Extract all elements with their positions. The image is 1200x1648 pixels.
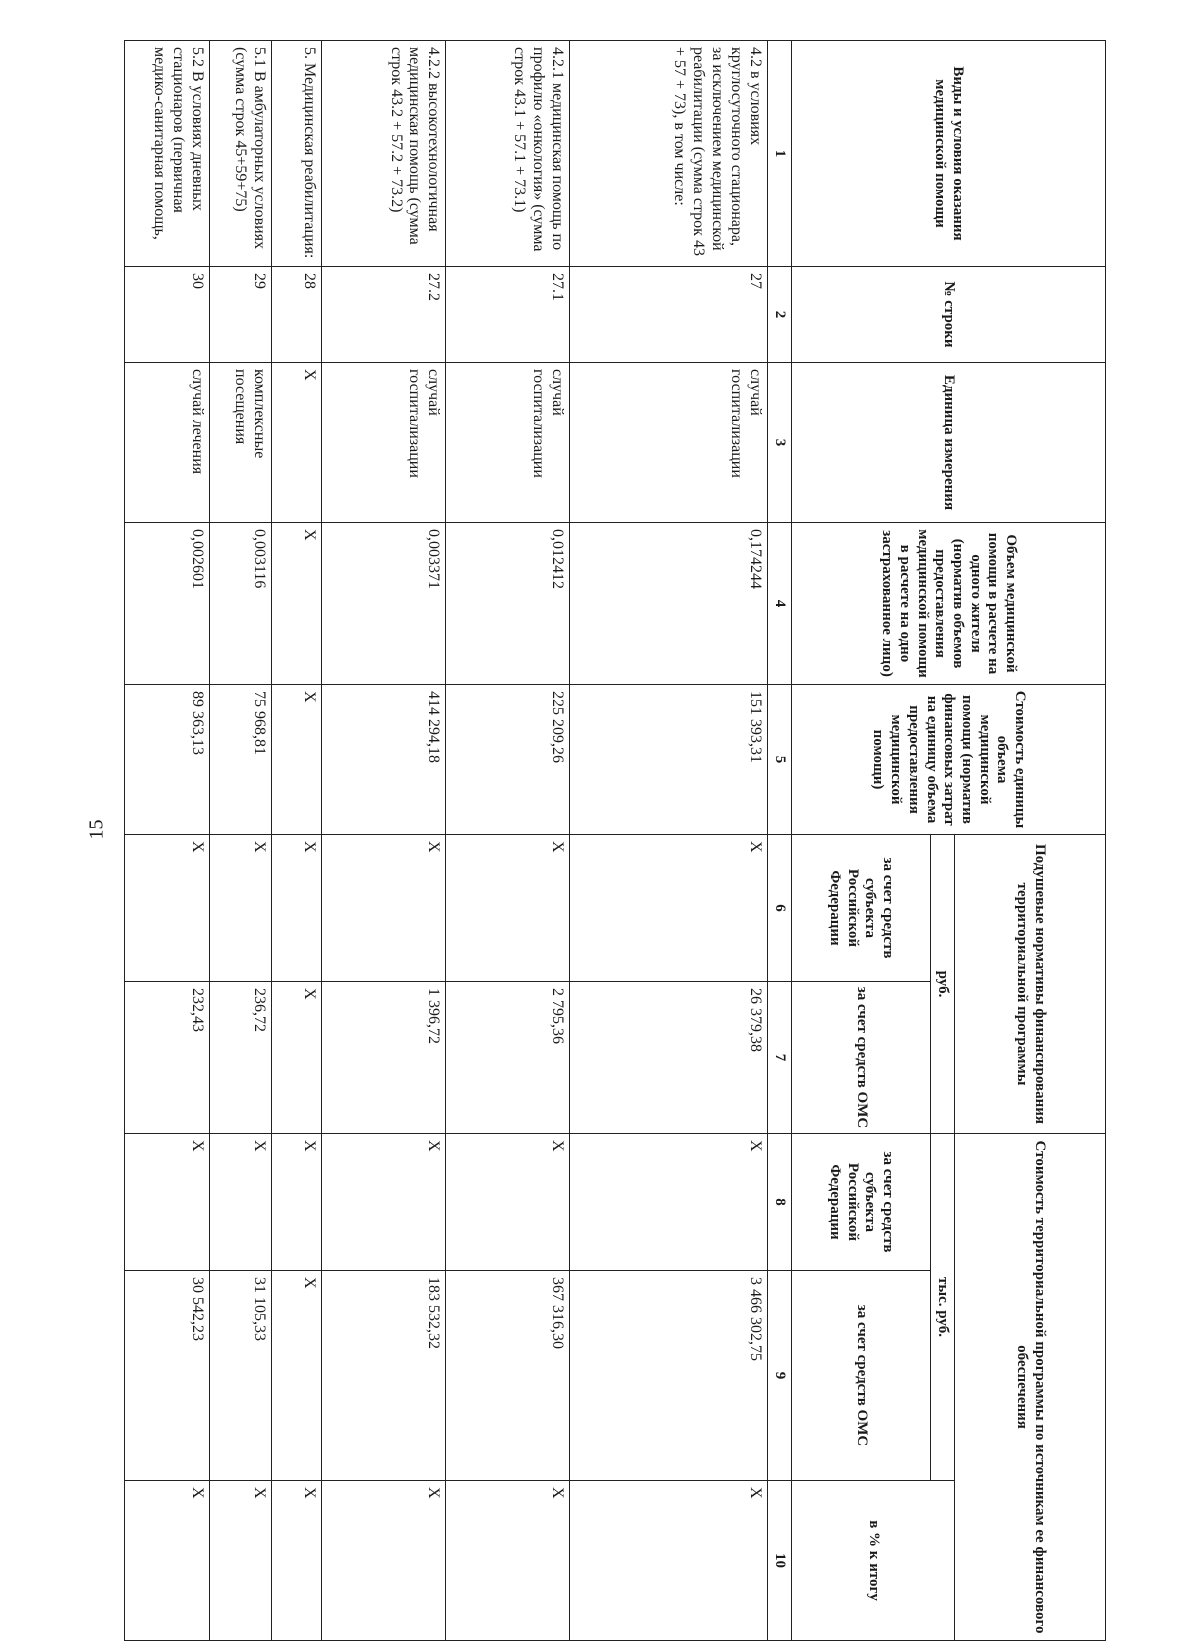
row-kind: 5.2 В условиях дневных стационаров (первичная медико-санитарная помощь, — [125, 41, 210, 267]
column-number: 10 — [767, 1481, 791, 1641]
row-number: 27 — [570, 267, 767, 363]
row-per-capita-subject: X — [209, 835, 271, 982]
row-per-capita-oms: 2 795,36 — [446, 982, 570, 1134]
page-number: 15 — [85, 819, 108, 840]
row-kind: 5.1 В амбулаторных условиях (сумма строк 45+59+75) — [209, 41, 271, 267]
row-unit-cost: 89 363,13 — [125, 685, 210, 835]
row-per-capita-subject: X — [272, 835, 322, 982]
row-per-capita-oms: 26 379,38 — [570, 982, 767, 1134]
table-row — [209, 41, 271, 1641]
row-kind: 5. Медицинская реабилитация: — [272, 41, 322, 267]
row-unit-cost: 75 968,81 — [209, 685, 271, 835]
row-cost-subject: X — [446, 1134, 570, 1271]
column-number: 5 — [767, 685, 791, 835]
row-cost-subject: X — [125, 1134, 210, 1271]
row-volume: 0,003116 — [209, 523, 271, 685]
header-percent-total: в % к итогу — [791, 1481, 954, 1641]
row-unit-cost: 151 393,31 — [570, 685, 767, 835]
row-cost-subject: X — [570, 1134, 767, 1271]
row-per-capita-oms: 236,72 — [209, 982, 271, 1134]
header-volume: Объем медицинской помощи в расчете на одного жителя (норматив объемов предоставления медицинской помощи в расчете на одно застрахованное лицо) — [791, 523, 1105, 685]
row-cost-oms: 31 105,33 — [209, 1271, 271, 1481]
row-volume: 0,012412 — [446, 523, 570, 685]
row-percent-total: X — [209, 1481, 271, 1641]
row-kind: 4.2.1 медицинская помощь по профилю «онкология» (сумма строк 43.1 + 57.1 + 73.1) — [446, 41, 570, 267]
rotated-page — [124, 40, 1106, 1640]
table-row — [125, 41, 210, 1641]
row-unit: случай госпитализации — [322, 363, 446, 523]
row-number: 27.2 — [322, 267, 446, 363]
header-kind: Виды и условия оказания медицинской помощи — [791, 41, 1105, 267]
column-numbers-row — [767, 41, 791, 1641]
header-row-1 — [954, 41, 1105, 1641]
row-unit: случай госпитализации — [446, 363, 570, 523]
row-kind: 4.2.2 высокотехнологичная медицинская помощь (сумма строк 43.2 + 57.2 + 73.2) — [322, 41, 446, 267]
header-unit-rub: руб. — [930, 835, 954, 1134]
table-row — [272, 41, 322, 1641]
header-row-number: № строки — [791, 267, 1105, 363]
row-number: 27.1 — [446, 267, 570, 363]
table-row — [446, 41, 570, 1641]
row-per-capita-subject: X — [125, 835, 210, 982]
row-percent-total: X — [570, 1481, 767, 1641]
header-per-capita-group: Подушевые нормативы финансирования территориальной программы — [954, 835, 1105, 1134]
row-number: 29 — [209, 267, 271, 363]
column-number: 1 — [767, 41, 791, 267]
row-percent-total: X — [125, 1481, 210, 1641]
row-kind: 4.2 в условиях круглосуточного стационара, за исключением медицинской реабилитации (сумма строк 43 + 57 + 73), в том числе: — [570, 41, 767, 267]
table-row — [322, 41, 446, 1641]
row-per-capita-oms: 232,43 — [125, 982, 210, 1134]
row-volume: 0,003371 — [322, 523, 446, 685]
row-unit: случай лечения — [125, 363, 210, 523]
row-unit-cost: 225 209,26 — [446, 685, 570, 835]
row-cost-subject: X — [209, 1134, 271, 1271]
column-number: 4 — [767, 523, 791, 685]
header-cost-subject: за счет средств субъекта Российской Федерации — [791, 1134, 930, 1271]
header-per-capita-oms: за счет средств ОМС — [791, 982, 930, 1134]
row-percent-total: X — [446, 1481, 570, 1641]
row-per-capita-subject: X — [322, 835, 446, 982]
header-cost-oms: за счет средств ОМС — [791, 1271, 930, 1481]
row-cost-subject: X — [272, 1134, 322, 1271]
row-unit: комплексные посещения — [209, 363, 271, 523]
row-per-capita-subject: X — [570, 835, 767, 982]
header-unit-thousand-rub: тыс. руб. — [930, 1134, 954, 1481]
header-program-cost-group: Стоимость территориальной программы по источникам ее финансового обеспечения — [954, 1134, 1105, 1641]
row-per-capita-oms: 1 396,72 — [322, 982, 446, 1134]
row-percent-total: X — [272, 1481, 322, 1641]
row-percent-total: X — [322, 1481, 446, 1641]
table-row — [570, 41, 767, 1641]
row-per-capita-subject: X — [446, 835, 570, 982]
header-unit-cost: Стоимость единицы объема медицинской помощи (норматив финансовых затрат на единицу объема предоставления медицинской помощи) — [791, 685, 1105, 835]
column-number: 9 — [767, 1271, 791, 1481]
row-volume: 0,002601 — [125, 523, 210, 685]
row-volume: 0,174244 — [570, 523, 767, 685]
column-number: 2 — [767, 267, 791, 363]
row-cost-subject: X — [322, 1134, 446, 1271]
row-volume: X — [272, 523, 322, 685]
row-per-capita-oms: X — [272, 982, 322, 1134]
row-cost-oms: 30 542,23 — [125, 1271, 210, 1481]
row-cost-oms: X — [272, 1271, 322, 1481]
row-unit-cost: X — [272, 685, 322, 835]
row-number: 28 — [272, 267, 322, 363]
column-number: 3 — [767, 363, 791, 523]
header-unit: Единица измерения — [791, 363, 1105, 523]
row-unit-cost: 414 294,18 — [322, 685, 446, 835]
column-number: 6 — [767, 835, 791, 982]
row-cost-oms: 367 316,30 — [446, 1271, 570, 1481]
row-unit: X — [272, 363, 322, 523]
row-cost-oms: 3 466 302,75 — [570, 1271, 767, 1481]
row-unit: случай госпитализации — [570, 363, 767, 523]
row-cost-oms: 183 532,32 — [322, 1271, 446, 1481]
header-per-capita-subject: за счет средств субъекта Российской Федерации — [791, 835, 930, 982]
row-number: 30 — [125, 267, 210, 363]
column-number: 8 — [767, 1134, 791, 1271]
column-number: 7 — [767, 982, 791, 1134]
cost-table — [124, 40, 1106, 1641]
